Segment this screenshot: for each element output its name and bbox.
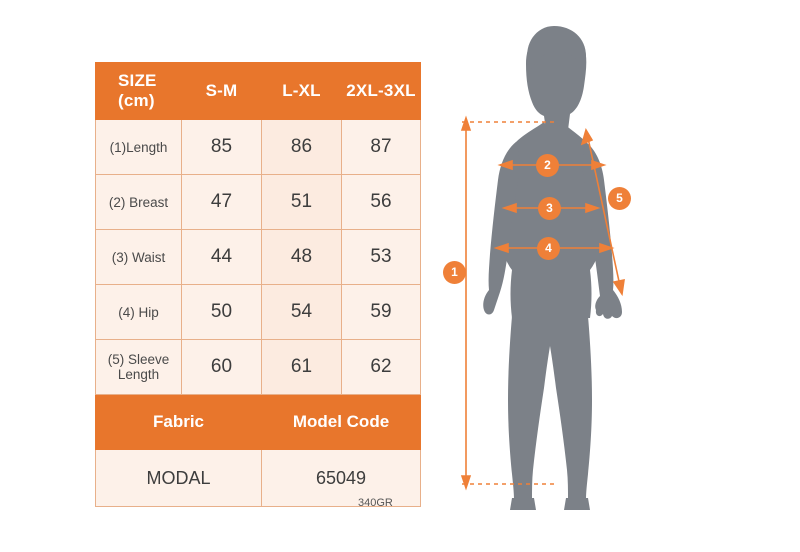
cell-hip-lxl: 54 <box>262 285 342 340</box>
marker-badge-3: 3 <box>539 198 560 219</box>
table-row <box>96 175 421 230</box>
cell-length-lxl: 86 <box>262 120 342 175</box>
arrowhead-sleeve-top <box>582 130 592 144</box>
header-size-cell <box>96 63 182 120</box>
cell-length-2xl3xl: 87 <box>342 120 421 175</box>
arrowhead-length-bottom <box>462 476 470 488</box>
marker-badge-2: 2 <box>537 155 558 176</box>
table-row <box>96 285 421 340</box>
cell-length-sm: 85 <box>182 120 262 175</box>
model-figure-panel <box>440 18 780 528</box>
table-row <box>96 340 421 395</box>
cell-breast-sm: 47 <box>182 175 262 230</box>
cell-sleeve-2xl3xl: 62 <box>342 340 421 395</box>
arrowhead-length-top <box>462 118 470 130</box>
table-row <box>96 230 421 285</box>
size-table <box>95 62 421 507</box>
header-col-2xl3xl: 2XL-3XL <box>342 63 421 120</box>
row-label-breast: (2) Breast <box>96 175 182 230</box>
arrowhead-sleeve-bottom <box>614 280 624 294</box>
female-silhouette-diagram <box>440 18 780 528</box>
row-label-length: (1)Length <box>96 120 182 175</box>
footer-value-fabric: MODAL <box>96 450 262 507</box>
header-size-line1: SIZE <box>118 71 157 90</box>
row-label-hip: (4) Hip <box>96 285 182 340</box>
marker-badge-1: 1 <box>444 262 465 283</box>
cell-hip-sm: 50 <box>182 285 262 340</box>
table-row <box>96 120 421 175</box>
table-footer-header-row <box>96 395 421 450</box>
footer-value-model-code: 65049 <box>262 450 421 507</box>
cell-waist-sm: 44 <box>182 230 262 285</box>
table-header-row <box>96 63 421 120</box>
footer-header-fabric: Fabric <box>96 395 262 450</box>
cell-waist-lxl: 48 <box>262 230 342 285</box>
cell-sleeve-sm: 60 <box>182 340 262 395</box>
cell-sleeve-lxl: 61 <box>262 340 342 395</box>
header-col-sm: S-M <box>182 63 262 120</box>
marker-badge-5: 5 <box>609 188 630 209</box>
footer-header-model-code: Model Code <box>262 395 421 450</box>
row-label-waist: (3) Waist <box>96 230 182 285</box>
row-label-sleeve-length: (5) Sleeve Length <box>96 340 182 395</box>
cell-hip-2xl3xl: 59 <box>342 285 421 340</box>
cell-breast-lxl: 51 <box>262 175 342 230</box>
header-col-lxl: L-XL <box>262 63 342 120</box>
marker-badge-4: 4 <box>538 238 559 259</box>
cell-waist-2xl3xl: 53 <box>342 230 421 285</box>
silhouette-icon <box>483 26 622 510</box>
cell-breast-2xl3xl: 56 <box>342 175 421 230</box>
size-table-container <box>95 62 420 507</box>
header-size-line2: (cm) <box>118 91 155 110</box>
fabric-weight-note: 340GR <box>358 497 393 509</box>
